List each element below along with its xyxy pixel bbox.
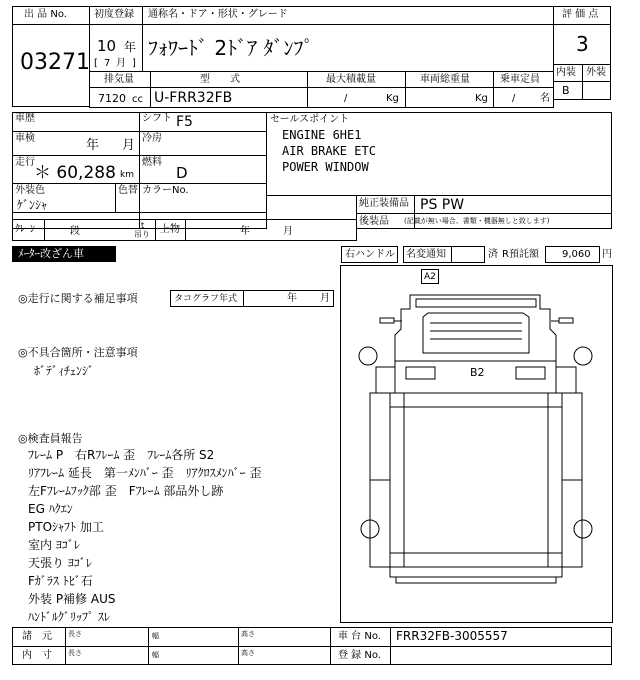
- inspector-report-lines: [28, 446, 261, 626]
- dim-height-label: 高さ: [241, 630, 255, 638]
- loading-label: 上物: [160, 224, 180, 235]
- displacement-label: 排気量: [104, 74, 134, 85]
- sales-point-line: ENGINE 6HE1: [282, 128, 362, 142]
- inspection-label: 車検: [15, 133, 35, 144]
- defect-line: ﾎﾞﾃﾞｨﾁｪﾝｼﾞ: [34, 364, 95, 378]
- shift-value: F5: [176, 114, 193, 130]
- mirror-left: [380, 318, 394, 323]
- inspector-line: ﾊﾝﾄﾞﾙｸﾞﾘｯﾌﾟ ｽﾚ: [28, 610, 110, 624]
- truck-diagram: [340, 265, 613, 623]
- capacity-unit: 名: [540, 93, 550, 104]
- dashboard: [423, 313, 529, 353]
- defects-title: ◎不具合箇所・注意事項: [18, 346, 138, 359]
- shift-label: シフト: [142, 113, 172, 124]
- reg-year: 10: [97, 37, 117, 55]
- chassis-no-value: FRR32FB-3005557: [396, 629, 508, 643]
- damage-mark-b2: B2: [470, 366, 485, 379]
- name-change-check: [451, 246, 485, 263]
- load-label: 最大積載量: [326, 74, 376, 85]
- tachograph-label: タコグラフ年式: [174, 294, 238, 304]
- registration-no-label: 登 録 No.: [338, 650, 381, 661]
- color-change-label: 色替: [118, 185, 138, 196]
- steering-flag: 右ハンドル: [341, 246, 398, 263]
- capacity-sep: /: [512, 93, 516, 104]
- fuel-label: 燃料: [142, 157, 162, 168]
- interior-label: 内装: [556, 67, 576, 78]
- displacement-unit: cc: [132, 94, 143, 105]
- inner-width-label: 幅: [152, 651, 159, 659]
- model-label: 型 式: [200, 74, 240, 85]
- mileage-unit: km: [120, 170, 134, 180]
- sales-point-label: セールスポイント: [270, 114, 350, 125]
- fuel-value: D: [176, 164, 188, 182]
- reg-month: 7: [104, 58, 111, 69]
- name-change-label: 名変通知: [406, 249, 446, 260]
- displacement-value: 7120: [98, 92, 126, 105]
- factory-equipment-value: PS PW: [420, 197, 465, 213]
- inspector-line: 天張り ﾖｺﾞﾚ: [28, 556, 92, 570]
- crane-lift-unit: 吊り: [134, 230, 150, 239]
- tachograph-year-unit: 年: [287, 293, 297, 304]
- model-value: U-FRR32FB: [154, 90, 233, 106]
- chassis-no-label: 車 台 No.: [338, 631, 381, 642]
- wheel-front-left: [359, 347, 377, 365]
- inspector-report-title: ◎検査員報告: [18, 432, 83, 445]
- dump-bed: [390, 393, 562, 567]
- load-unit: Kg: [386, 93, 399, 104]
- color-no-label: カラーNo.: [142, 185, 189, 196]
- rear-bumper: [396, 577, 556, 583]
- crane-ton-unit: t: [141, 221, 145, 230]
- score-label: 評 価 点: [562, 9, 599, 20]
- mileage-value: ＊ 60,288: [34, 163, 116, 183]
- dim-length-label: 長さ: [68, 630, 82, 638]
- sales-point-line: AIR BRAKE ETC: [282, 144, 376, 158]
- crane-step-unit: 段: [70, 226, 80, 237]
- rear-gate: [390, 567, 562, 577]
- driving-notes-title: ◎走行に関する補足事項: [18, 292, 138, 305]
- loading-month-unit: 月: [283, 226, 293, 237]
- inner-dims-label: 内 寸: [22, 650, 52, 661]
- lot-number: 03271: [20, 50, 90, 75]
- gross-weight-label: 車両総重量: [420, 74, 470, 85]
- mileage-label: 走行: [15, 157, 35, 168]
- wheel-rear-right: [574, 520, 592, 538]
- first-reg-label: 初度登録: [94, 9, 134, 20]
- load-sep: /: [344, 93, 348, 104]
- inner-height-label: 高さ: [241, 649, 255, 657]
- inspector-line: ﾌﾚｰﾑ P 右Rﾌﾚｰﾑ 歪 ﾌﾚｰﾑ各所 S2: [28, 448, 215, 462]
- inspection-year-unit: 年: [86, 138, 100, 153]
- loading-year-unit: 年: [240, 226, 250, 237]
- vehicle-name-label: 通称名・ドア・形状・グレード: [148, 9, 288, 20]
- inspector-line: EG ﾊｸｴﾝ: [28, 502, 73, 516]
- mirror-right: [559, 318, 573, 323]
- exterior-color: ｹﾞﾝｼｬ: [17, 198, 48, 212]
- inspector-line: ﾘｱﾌﾚｰﾑ 延長 第一ﾒﾝﾊﾞｰ 歪 ﾘｱｸﾛｽﾒﾝﾊﾞｰ 歪: [28, 466, 262, 480]
- exterior-label: 外装: [586, 67, 606, 78]
- exterior-color-label: 外装色: [15, 185, 45, 196]
- inspector-line: PTOｼｬﾌﾄ 加工: [28, 520, 104, 534]
- gross-unit: Kg: [475, 93, 488, 104]
- damage-mark-a2: A2: [421, 269, 439, 284]
- score-value: 3: [576, 32, 589, 56]
- reg-month-unit: 月: [116, 58, 126, 69]
- interior-grade: B: [562, 84, 570, 97]
- history-label: 車歴: [15, 113, 35, 124]
- recycle-fee-value: 9,060: [562, 249, 591, 260]
- inspector-line: 左Fﾌﾚｰﾑﾌｯｸ部 歪 Fﾌﾚｰﾑ 部品外し跡: [28, 484, 224, 498]
- lot-label: 出 品 No.: [24, 9, 67, 20]
- reg-year-unit: 年: [124, 40, 137, 54]
- inspection-month-unit: 月: [122, 138, 136, 153]
- dimensions-label: 諸 元: [22, 631, 52, 642]
- odometer-tamper-badge: ﾒｰﾀｰ改ざん車: [12, 246, 116, 262]
- dim-width-label: 幅: [152, 632, 159, 640]
- wheel-front-right: [574, 347, 592, 365]
- inspector-line: 室内 ﾖｺﾞﾚ: [28, 538, 80, 552]
- inspector-line: Fｶﾞﾗｽ ﾄﾋﾞ石: [28, 574, 93, 588]
- sales-point-line: POWER WINDOW: [282, 160, 369, 174]
- vehicle-name: ﾌｫﾜｰﾄﾞ 2ﾄﾞｱ ﾀﾞﾝﾌﾟ: [148, 36, 314, 60]
- recycle-yen: 円: [602, 249, 612, 260]
- inspector-line: 外装 P補修 AUS: [28, 592, 116, 606]
- ac-label: 冷房: [142, 133, 162, 144]
- inner-length-label: 長さ: [68, 649, 82, 657]
- tachograph-month-unit: 月: [320, 293, 330, 304]
- capacity-label: 乗車定員: [500, 74, 540, 85]
- windshield: [416, 299, 536, 307]
- recycle-status: 済: [488, 249, 498, 260]
- retrofit-label: 後装品: [359, 216, 389, 227]
- recycle-fee-label: R預託額: [502, 249, 539, 260]
- crane-label: ｸﾚｰﾝ: [15, 224, 35, 235]
- factory-equipment-label: 純正装備品: [359, 198, 409, 209]
- retrofit-note: (記載が無い場合、書類・機器無しと致します): [404, 217, 550, 225]
